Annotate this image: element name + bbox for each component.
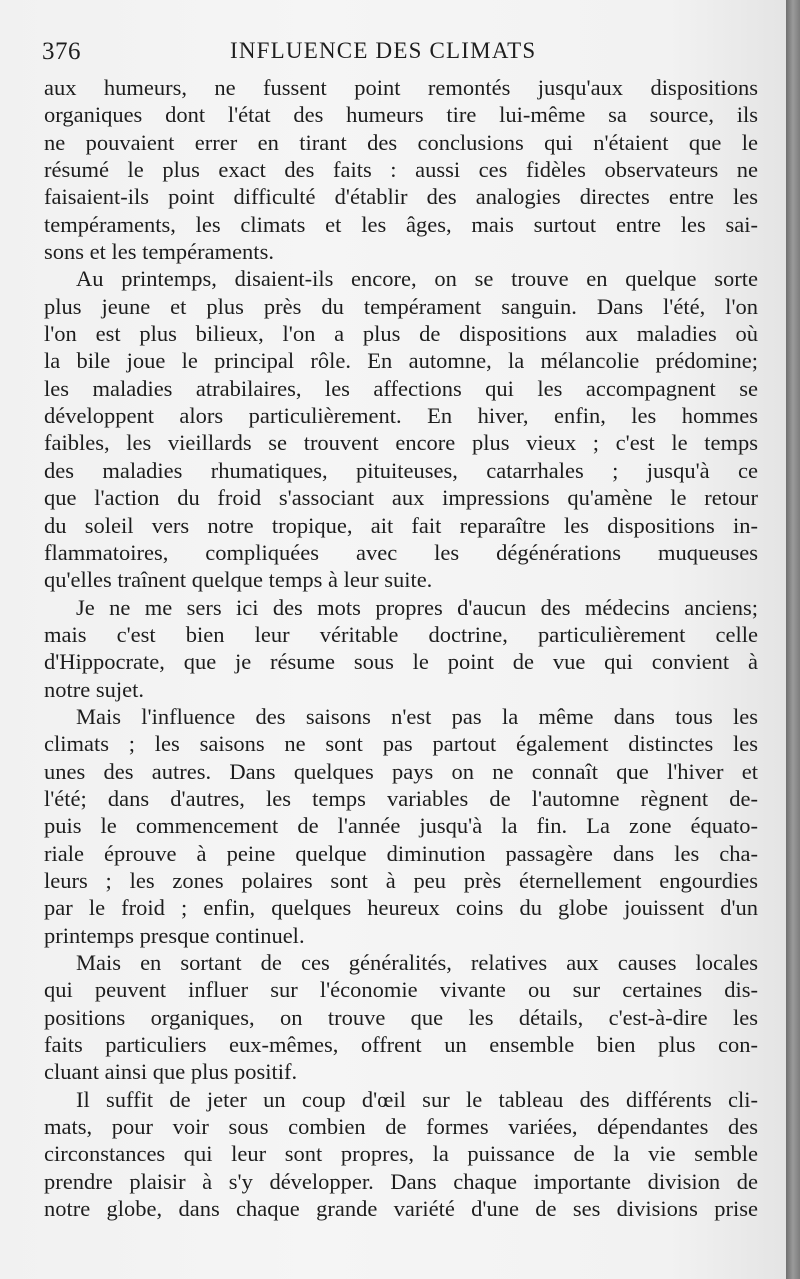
text-line: l'on est plus bilieux, l'on a plus de dispositions aux maladies où <box>44 321 758 347</box>
text-line: climats ; les saisons ne sont pas partout également distinctes les <box>44 731 758 757</box>
text-line: d'Hippocrate, que je résume sous le point de vue qui convient à <box>44 649 758 675</box>
text-line: mais c'est bien leur véritable doctrine, particulièrement celle <box>44 621 758 647</box>
text-line: Il suffit de jeter un coup d'œil sur le tableau des différents cli- <box>76 1086 758 1112</box>
text-line: que l'action du froid s'associant aux impressions qu'amène le retour <box>44 485 758 511</box>
text-line: positions organiques, on trouve que les détails, c'est-à-dire les <box>44 1004 758 1030</box>
text-line: qui peuvent influer sur l'économie vivante ou sur certaines dis- <box>44 977 758 1003</box>
text-line: cluant ainsi que plus positif. <box>44 1059 298 1085</box>
text-line: flammatoires, compliquées avec les dégénérations muqueuses <box>44 539 758 565</box>
text-line: tempéraments, les climats et les âges, mais surtout entre les sai- <box>44 211 758 237</box>
text-line: notre globe, dans chaque grande variété d'une de ses divisions prise <box>44 1196 758 1222</box>
text-line: qu'elles traînent quelque temps à leur suite. <box>44 567 433 593</box>
text-line: par le froid ; enfin, quelques heureux coins du globe jouissent d'un <box>44 895 758 921</box>
text-line: aux humeurs, ne fussent point remontés jusqu'aux dispositions <box>44 75 758 100</box>
text-line: faits particuliers eux-mêmes, offrent un ensemble bien plus con- <box>44 1032 758 1058</box>
text-line: Mais l'influence des saisons n'est pas la même dans tous les <box>76 703 758 729</box>
text-line: organiques dont l'état des humeurs tire lui-même sa source, ils <box>44 102 758 128</box>
text-line: du soleil vers notre tropique, ait fait reparaître les dispositions in- <box>44 512 758 538</box>
page-edge <box>786 0 800 1279</box>
running-title: INFLUENCE DES CLIMATS <box>230 38 537 63</box>
text-line: Je ne me sers ici des mots propres d'aucun des médecins anciens; <box>76 594 758 620</box>
text-line: printemps presque continuel. <box>44 922 305 948</box>
text-line: prendre plaisir à s'y développer. Dans chaque importante division de <box>44 1168 758 1194</box>
text-line: ne pouvaient errer en tirant des conclusions qui n'étaient que le <box>44 129 758 155</box>
text-line: faibles, les vieillards se trouvent encore plus vieux ; c'est le temps <box>44 430 758 456</box>
text-line: développent alors particulièrement. En hiver, enfin, les hommes <box>44 403 758 429</box>
text-line: riale éprouve à peine quelque diminution passagère dans les cha- <box>44 840 758 866</box>
page-number: 376 <box>42 38 81 65</box>
body-text <box>44 74 758 1222</box>
text-line: circonstances qui leur sont propres, la puissance de la vie semble <box>44 1141 758 1167</box>
text-line: plus jeune et plus près du tempérament sanguin. Dans l'été, l'on <box>44 293 758 319</box>
text-line: la bile joue le principal rôle. En automne, la mélancolie prédomine; <box>44 348 758 374</box>
text-line: résumé le plus exact des faits : aussi ces fidèles observateurs ne <box>44 157 758 183</box>
text-line: unes des autres. Dans quelques pays on ne connaît que l'hiver et <box>44 758 758 784</box>
text-line: puis le commencement de l'année jusqu'à la fin. La zone équato- <box>44 813 758 839</box>
text-line: notre sujet. <box>44 676 144 702</box>
text-line: Au printemps, disaient-ils encore, on se trouve en quelque sorte <box>76 266 758 292</box>
text-line: mats, pour voir sous combien de formes variées, dépendantes des <box>44 1114 758 1140</box>
text-line: Mais en sortant de ces généralités, relatives aux causes locales <box>76 950 758 975</box>
text-line: faisaient-ils point difficulté d'établir des analogies directes entre les <box>44 184 758 210</box>
page-header <box>42 38 760 72</box>
text-line: leurs ; les zones polaires sont à peu près éternellement engourdies <box>44 867 758 893</box>
text-line: sons et les tempéraments. <box>44 239 274 265</box>
text-line: les maladies atrabilaires, les affections qui les accompagnent se <box>44 375 758 401</box>
text-line: l'été; dans d'autres, les temps variables de l'automne règnent de- <box>44 785 758 811</box>
text-line: des maladies rhumatiques, pituiteuses, catarrhales ; jusqu'à ce <box>44 457 758 483</box>
